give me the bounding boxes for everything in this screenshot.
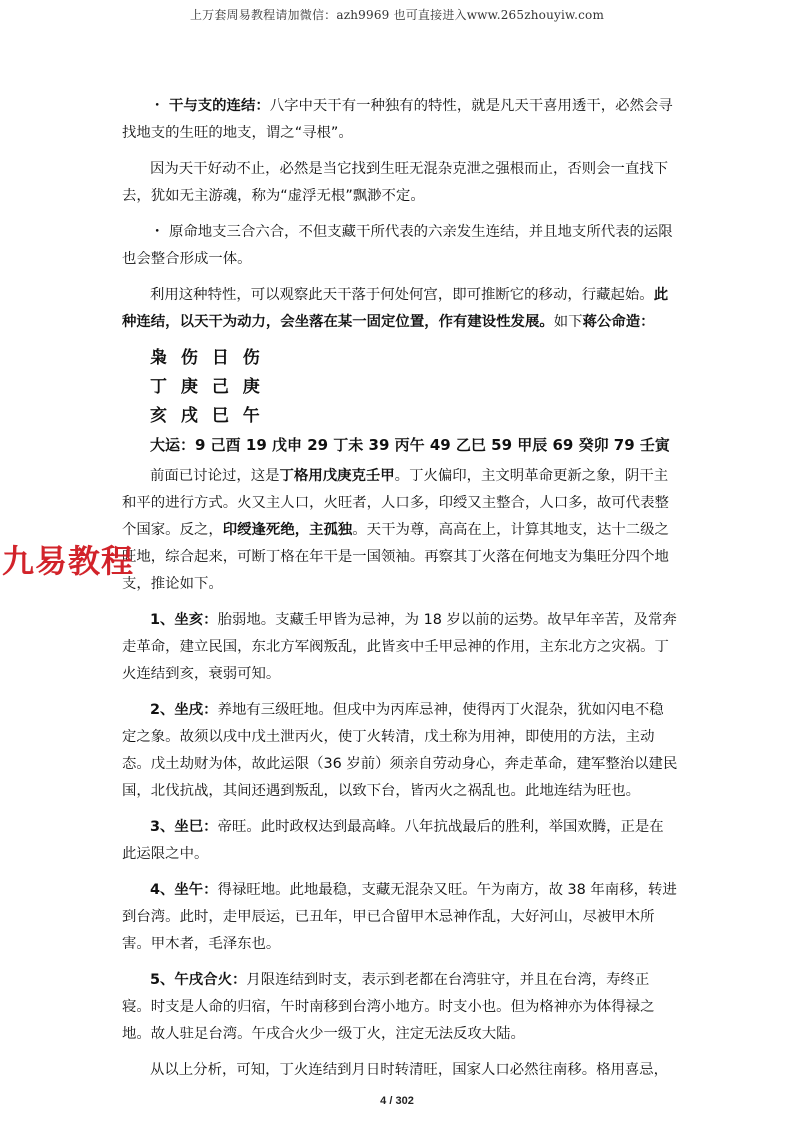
- paragraph-conclusion: 从以上分析，可知，丁火连结到月日时转清旺，国家人口必然往南移。格用喜忌，: [150, 1062, 669, 1078]
- bazi-chart-row-branches: 亥 戌 巳 午: [150, 406, 264, 426]
- luck-cycles: 大运：9 己酉 19 戊申 29 丁未 39 丙午 49 乙巳 59 甲辰 69 癸卯 79 壬寅: [150, 436, 670, 454]
- paragraph-point-1: 1、坐亥：胎弱地。支藏壬甲皆为忌神，为 18 岁以前的运势。故早年辛苦，及常奔走革命，建立民国，东北方军阀叛乱，此皆亥中壬甲忌神的作用，主东北方之灾祸。丁火连结到亥，衰弱可知。: [122, 612, 677, 682]
- section-lead: 干与支的连结：: [168, 98, 270, 114]
- paragraph-analysis: 前面已讨论过，这是丁格用戊庚克壬甲。丁火偏印，主文明革命更新之象，阴干主和平的进行方式。火又主人口，火旺者，人口多，印绶又主整合，人口多，故可代表整个国家。反之，印绶逢死绝，主孤独。天干为尊，高高在上，计算其地支，达十二级之旺地，综合起来，可断丁格在年干是一国领袖。再察其丁火落在何地支为集旺分四个地支，推论如下。: [122, 468, 669, 592]
- document-body: [122, 93, 678, 1093]
- bullet: ・: [150, 98, 165, 114]
- paragraph-point-3: 3、坐巳：帝旺。此时政权达到最高峰。八年抗战最后的胜利，举国欢腾，正是在此运限之中。: [122, 819, 664, 862]
- page-number: 4 / 302: [380, 1095, 414, 1107]
- bazi-chart-row-stems: 丁 庚 己 庚: [150, 377, 264, 397]
- bullet: ・: [150, 224, 165, 240]
- paragraph-point-5: 5、午戌合火：月限连结到时支，表示到老都在台湾驻守，并且在台湾，寿终正寝。时支是人命的归宿，午时南移到台湾小地方。时支小也。但为格神亦为体得禄之地。故人驻足台湾。午戌合火少一级丁火，注定无法反攻大陆。: [122, 972, 655, 1042]
- paragraph: 利用这种特性，可以观察此天干落于何处何宫，即可推断它的移动，行藏起始。此种连结，以天干为动力，会坐落在某一固定位置，作有建设性发展。如下蒋公命造：: [122, 287, 669, 330]
- bazi-chart-row-gods: 枭 伤 日 伤: [150, 348, 264, 368]
- paragraph-point-2: 2、坐戌：养地有三级旺地。但戌中为丙库忌神，使得丙丁火混杂，犹如闪电不稳定之象。故须以戌中戊土泄丙火，使丁火转清，戊土称为用神，即使用的方法，主动态。戊土劫财为体，故此运限（36 岁前）须亲自劳动身心，奔走革命，建军整治以建民国，北伐抗战，其间还遇到叛乱，以致下台，皆丙火之祸乱也。此地连结为旺也。: [122, 702, 678, 799]
- page-header: 上万套周易教程请加微信：azh9969 也可直接进入www.265zhouyiw.com: [189, 8, 605, 22]
- paragraph-stem-branch-link: ・ 干与支的连结：八字中天干有一种独有的特性，就是凡天干喜用透干，必然会寻找地支的生旺的地支，谓之“寻根”。: [122, 98, 673, 141]
- paragraph-point-4: 4、坐午：得禄旺地。此地最稳，支藏无混杂又旺。午为南方，故 38 年南移，转进到台湾。此时，走甲辰运，已丑年，甲已合留甲木忌神作乱，大好河山，尽被甲木所害。甲木者，毛泽东也。: [122, 882, 677, 952]
- watermark-logo: 九易教程: [2, 542, 135, 580]
- paragraph: 因为天干好动不止，必然是当它找到生旺无混杂克泄之强根而止，否则会一直找下去，犹如无主游魂，称为“虚浮无根”飘渺不定。: [122, 161, 669, 204]
- paragraph: ・ 原命地支三合六合，不但支藏干所代表的六亲发生连结，并且地支所代表的运限也会整合形成一体。: [122, 224, 673, 267]
